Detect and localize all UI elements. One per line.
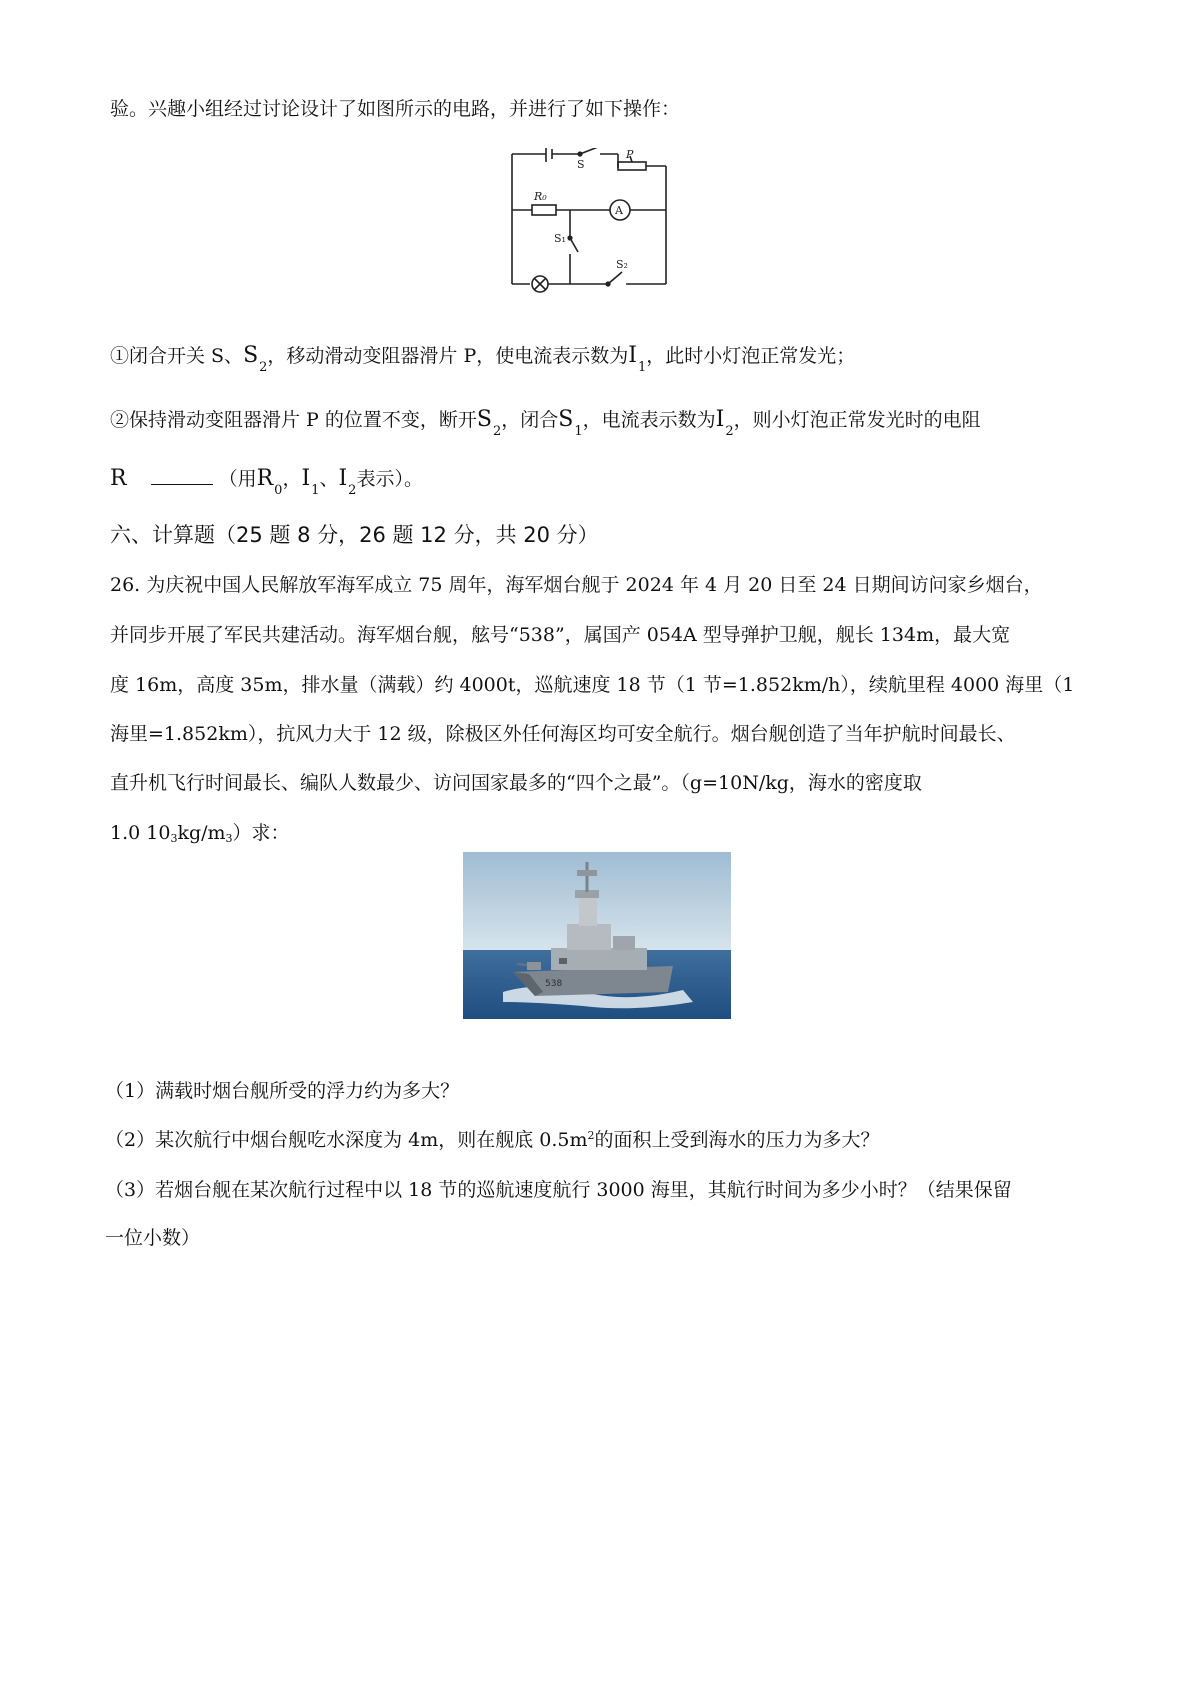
problem-line-1: 26. 为庆祝中国人民解放军海军成立 75 周年，海军烟台舰于 2024 年 4 月 20 日至 24 日期间访问家乡烟台，	[110, 574, 1043, 596]
label-S1: S₁	[554, 232, 566, 245]
label-R0: R₀	[534, 190, 547, 203]
question-3: （3）若烟台舰在某次航行过程中以 18 节的巡航速度航行 3000 海里，其航行时间为多少小时？（结果保留	[105, 1179, 1012, 1201]
answer-blank[interactable]	[151, 466, 213, 485]
label-S: S	[577, 158, 585, 171]
circuit-diagram	[508, 148, 688, 298]
label-S2: S₂	[616, 258, 628, 271]
section-title: 六、计算题（25 题 8 分，26 题 12 分，共 20 分）	[110, 523, 599, 547]
step-2: ②保持滑动变阻器滑片 P 的位置不变，断开$S_2$，闭合$S_1$，电流表示数为$I_2$，则小灯泡正常发光时的电阻	[110, 407, 981, 439]
label-P: P	[626, 148, 634, 161]
question-3-cont: 一位小数）	[105, 1227, 201, 1249]
question-2: （2）某次航行中烟台舰吃水深度为 4m，则在舰底 $0.5m^2$的面积上受到海水的压力为多大？	[105, 1129, 880, 1151]
hull-number: 538	[545, 979, 563, 989]
density-line: 1.0 103kg/m3）求：	[110, 822, 290, 845]
ship-photo	[463, 852, 731, 1019]
step-1: ①闭合开关 S、$S_2$，移动滑动变阻器滑片 P，使电流表示数为$I_1$，此时小灯泡正常发光；	[110, 343, 856, 375]
step-3: R （用$R_0$，$I_1$、$I_2$表示）。	[110, 466, 423, 498]
problem-line-5: 直升机飞行时间最长、编队人数最少、访问国家最多的“四个之最”。（g=10N/kg，海水的密度取	[110, 772, 922, 794]
problem-line-2: 并同步开展了军民共建活动。海军烟台舰，舷号“538”，属国产 054A 型导弹护卫舰，舰长 134m，最大宽	[110, 624, 1011, 646]
label-A: A	[615, 204, 623, 217]
intro-text: 验。兴趣小组经过讨论设计了如图所示的电路，并进行了如下操作：	[110, 98, 681, 120]
question-1: （1）满载时烟台舰所受的浮力约为多大？	[105, 1080, 460, 1102]
problem-line-4: 海里=1.852km），抗风力大于 12 级，除极区外任何海区均可安全航行。烟台舰创造了当年护航时间最长、	[110, 723, 1016, 745]
problem-line-3: 度 16m，高度 35m，排水量（满载）约 4000t，巡航速度 18 节（1 节=1.852km/h），续航里程 4000 海里（1	[110, 674, 1075, 696]
